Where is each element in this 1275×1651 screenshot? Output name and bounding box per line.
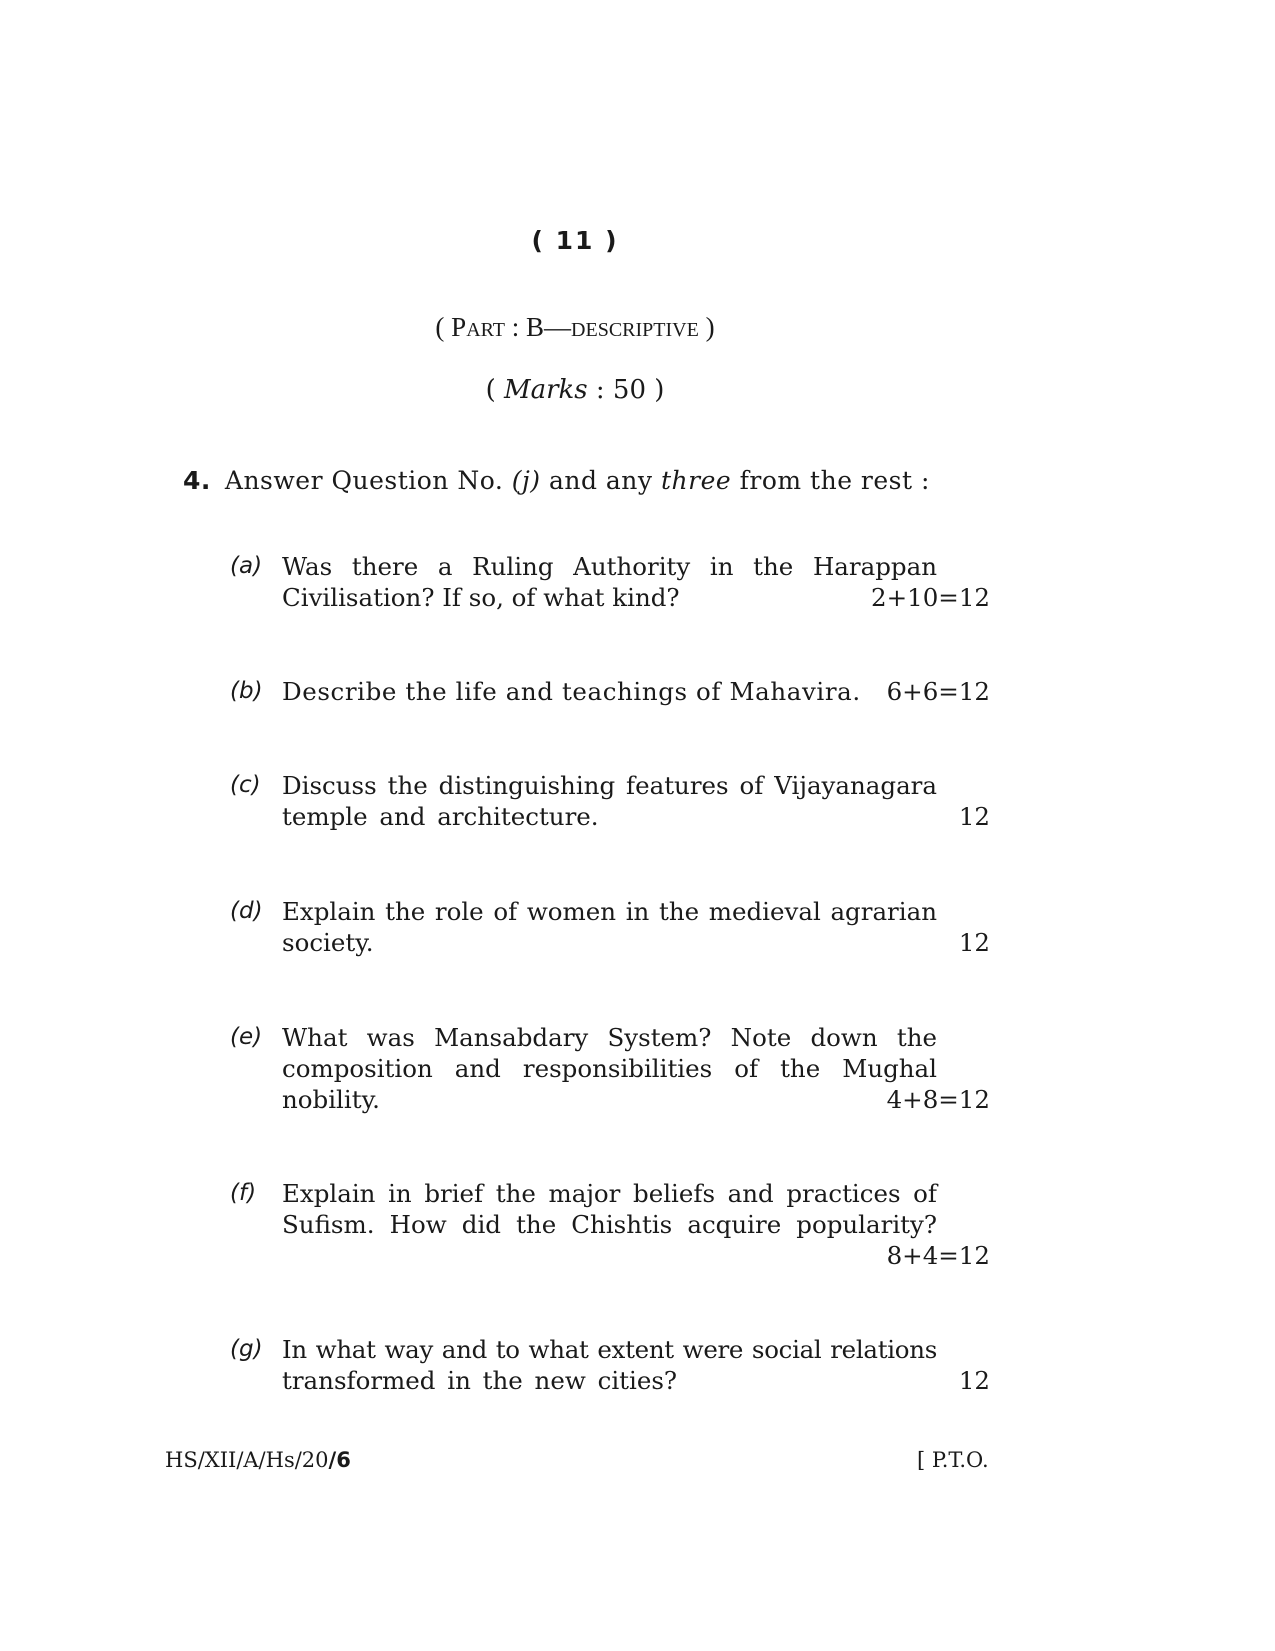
question-line: composition and responsibilities of the Mughal bbox=[282, 1054, 937, 1083]
paper-code-set: /6 bbox=[328, 1448, 351, 1472]
question-marks: 8+4=12 bbox=[886, 1241, 990, 1270]
question-text bbox=[282, 896, 937, 958]
question-line: Discuss the distinguishing features of Vijayanagara bbox=[282, 771, 937, 800]
question-text bbox=[282, 1022, 937, 1115]
question-text bbox=[282, 1334, 937, 1396]
question-line: Civilisation? If so, of what kind? bbox=[282, 583, 680, 612]
instruction-three: three bbox=[660, 466, 732, 495]
question-line: Explain in brief the major beliefs and practices of bbox=[282, 1179, 937, 1208]
instruction-text-2: and any bbox=[540, 466, 661, 495]
part-smallcaps: ART bbox=[466, 319, 505, 341]
question-text bbox=[282, 676, 937, 707]
question-marks: 12 bbox=[958, 1366, 990, 1395]
marks-open: ( bbox=[485, 375, 504, 405]
question-line: Sufism. How did the Chishtis acquire popularity? bbox=[282, 1210, 937, 1239]
part-close-paren: ) bbox=[698, 312, 715, 342]
part-title bbox=[0, 312, 1150, 343]
marks-value: : 50 ) bbox=[587, 375, 665, 405]
part-initial: P bbox=[451, 312, 467, 342]
paper-code-text: HS/XII/A/Hs/20 bbox=[165, 1448, 329, 1472]
part-open-paren: ( bbox=[435, 312, 452, 342]
instruction-text-3: from the rest : bbox=[731, 466, 930, 495]
question-text bbox=[282, 551, 937, 613]
question-c bbox=[230, 770, 990, 840]
question-line: transformed in the new cities? bbox=[282, 1366, 678, 1395]
marks-word: Marks bbox=[503, 375, 588, 405]
question-marks: 12 bbox=[958, 928, 990, 957]
question-label: (e) bbox=[230, 1024, 263, 1050]
question-label: (b) bbox=[230, 678, 263, 704]
question-label: (c) bbox=[230, 772, 261, 798]
question-line: nobility. bbox=[282, 1085, 380, 1114]
part-letter: B— bbox=[526, 312, 572, 342]
question-line: Was there a Ruling Authority in the Harappan bbox=[282, 552, 937, 581]
pto-note: [ P.T.O. bbox=[917, 1448, 989, 1472]
question-d bbox=[230, 896, 990, 966]
page-number: ( 11 ) bbox=[531, 226, 619, 255]
question-a bbox=[230, 551, 990, 621]
question-number: 4. bbox=[183, 466, 211, 495]
question-line: temple and architecture. bbox=[282, 802, 599, 831]
question-text bbox=[282, 1178, 937, 1240]
question-label: (a) bbox=[230, 553, 263, 579]
question-line: What was Mansabdary System? Note down the bbox=[282, 1023, 937, 1052]
question-marks: 4+8=12 bbox=[886, 1085, 990, 1114]
question-line: In what way and to what extent were social relations bbox=[282, 1335, 937, 1364]
instruction-j: (j) bbox=[511, 466, 541, 495]
question-line: society. bbox=[282, 928, 374, 957]
part-colon: : bbox=[505, 312, 527, 342]
question-text bbox=[282, 770, 937, 832]
question-label: (g) bbox=[230, 1336, 263, 1362]
question-marks: 2+10=12 bbox=[871, 583, 990, 612]
question-label: (d) bbox=[230, 898, 263, 924]
question-e bbox=[230, 1022, 990, 1122]
question-b bbox=[230, 676, 990, 716]
question-line: Describe the life and teachings of Mahavira. bbox=[282, 677, 861, 706]
question-marks: 12 bbox=[958, 802, 990, 831]
question-instruction bbox=[183, 466, 930, 495]
part-descriptive: DESCRIPTIVE bbox=[571, 319, 699, 341]
question-g bbox=[230, 1334, 990, 1404]
question-marks: 6+6=12 bbox=[886, 677, 990, 706]
instruction-text-1: Answer Question No. bbox=[224, 466, 512, 495]
paper-code bbox=[165, 1448, 351, 1472]
total-marks bbox=[0, 375, 1150, 405]
question-f bbox=[230, 1178, 990, 1278]
question-line: Explain the role of women in the medieval agrarian bbox=[282, 897, 937, 926]
question-label: (f) bbox=[230, 1180, 257, 1206]
